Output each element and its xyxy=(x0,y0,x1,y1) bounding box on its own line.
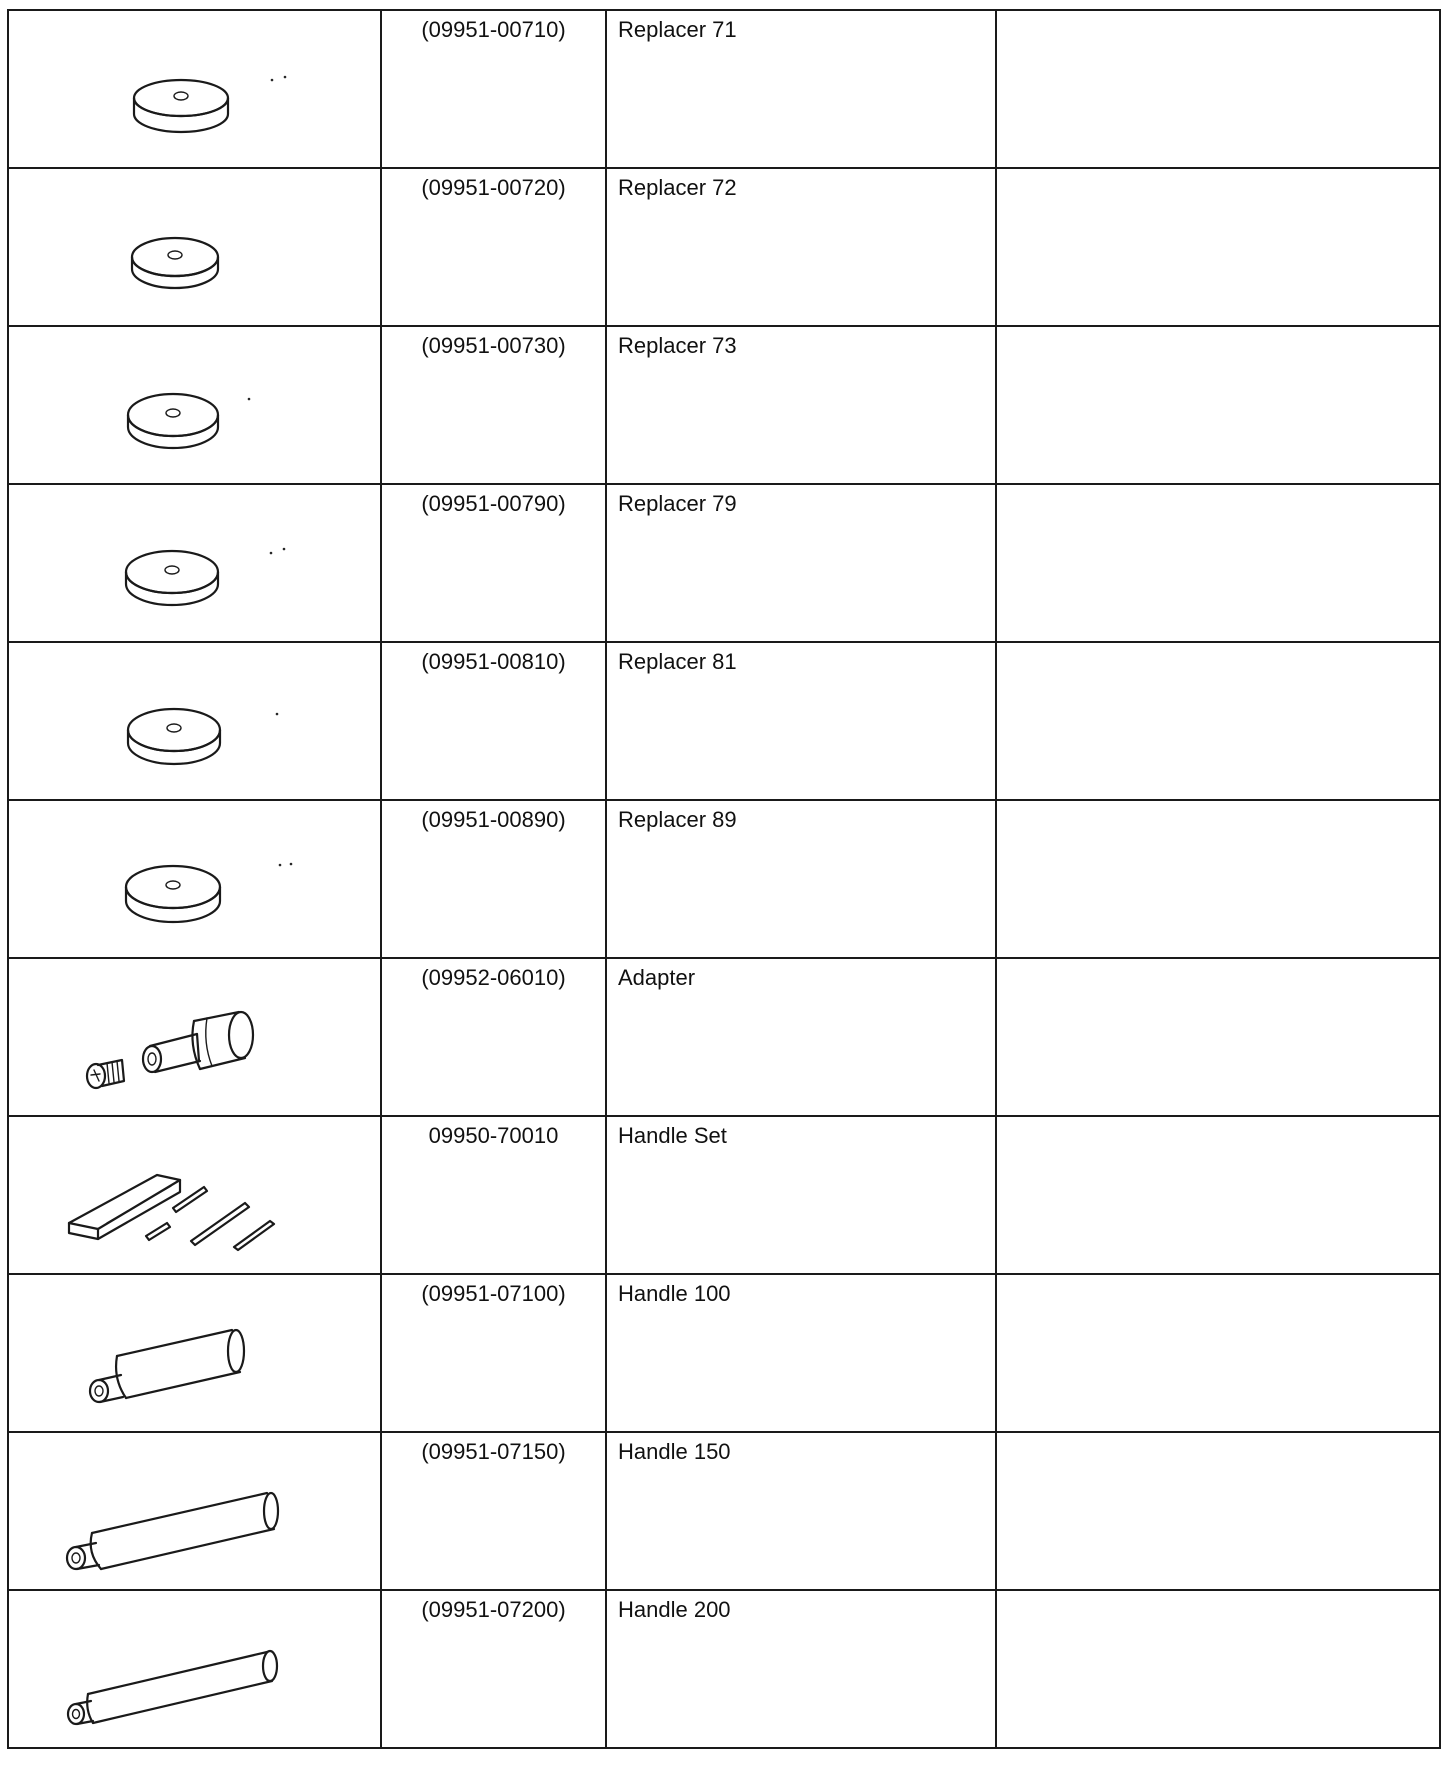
tool-name: Replacer 79 xyxy=(606,484,996,642)
notes-cell xyxy=(996,1590,1440,1748)
illustration-cell xyxy=(8,1116,381,1274)
handle-set-icon xyxy=(9,1117,382,1275)
notes-cell xyxy=(996,484,1440,642)
notes-cell xyxy=(996,800,1440,958)
table-row xyxy=(8,1274,1440,1432)
notes-cell xyxy=(996,1274,1440,1432)
notes-cell xyxy=(996,168,1440,326)
notes-cell xyxy=(996,642,1440,800)
tool-name: Handle 150 xyxy=(606,1432,996,1590)
illustration-cell xyxy=(8,958,381,1116)
illustration-cell xyxy=(8,1274,381,1432)
illustration-cell xyxy=(8,800,381,958)
illustration-cell xyxy=(8,10,381,168)
tool-name: Adapter xyxy=(606,958,996,1116)
tool-name: Replacer 89 xyxy=(606,800,996,958)
table-row xyxy=(8,1590,1440,1748)
notes-cell xyxy=(996,958,1440,1116)
table-row xyxy=(8,484,1440,642)
illustration-cell xyxy=(8,1432,381,1590)
tool-name: Handle Set xyxy=(606,1116,996,1274)
part-number: (09951-07100) xyxy=(381,1274,606,1432)
table-row xyxy=(8,642,1440,800)
part-number: (09951-00890) xyxy=(381,800,606,958)
illustration-cell xyxy=(8,642,381,800)
notes-cell xyxy=(996,10,1440,168)
illustration-cell xyxy=(8,168,381,326)
tool-name: Replacer 71 xyxy=(606,10,996,168)
tool-name: Replacer 72 xyxy=(606,168,996,326)
illustration-cell xyxy=(8,484,381,642)
handle-icon xyxy=(9,1275,382,1433)
disc-replacer-icon xyxy=(9,327,382,485)
tool-name: Handle 200 xyxy=(606,1590,996,1748)
table-row xyxy=(8,800,1440,958)
disc-replacer-icon xyxy=(9,643,382,801)
part-number: (09951-00790) xyxy=(381,484,606,642)
part-number: (09951-00720) xyxy=(381,168,606,326)
table-row xyxy=(8,326,1440,484)
table-row xyxy=(8,168,1440,326)
handle-icon xyxy=(9,1433,382,1591)
illustration-cell xyxy=(8,1590,381,1748)
tool-name: Handle 100 xyxy=(606,1274,996,1432)
disc-replacer-icon xyxy=(9,169,382,327)
disc-replacer-icon xyxy=(9,801,382,959)
part-number: 09950-70010 xyxy=(381,1116,606,1274)
notes-cell xyxy=(996,1116,1440,1274)
part-number: (09951-00710) xyxy=(381,10,606,168)
tool-name: Replacer 73 xyxy=(606,326,996,484)
notes-cell xyxy=(996,326,1440,484)
part-number: (09951-00810) xyxy=(381,642,606,800)
handle-icon xyxy=(9,1591,382,1749)
part-number: (09951-00730) xyxy=(381,326,606,484)
table-row xyxy=(8,1116,1440,1274)
tool-name: Replacer 81 xyxy=(606,642,996,800)
table-row xyxy=(8,1432,1440,1590)
table-row xyxy=(8,958,1440,1116)
notes-cell xyxy=(996,1432,1440,1590)
adapter-with-bolt-icon xyxy=(9,959,382,1117)
illustration-cell xyxy=(8,326,381,484)
part-number: (09951-07200) xyxy=(381,1590,606,1748)
special-tools-table xyxy=(7,9,1441,1749)
disc-replacer-icon xyxy=(9,485,382,643)
disc-replacer-icon xyxy=(9,11,382,169)
table-row xyxy=(8,10,1440,168)
part-number: (09951-07150) xyxy=(381,1432,606,1590)
part-number: (09952-06010) xyxy=(381,958,606,1116)
